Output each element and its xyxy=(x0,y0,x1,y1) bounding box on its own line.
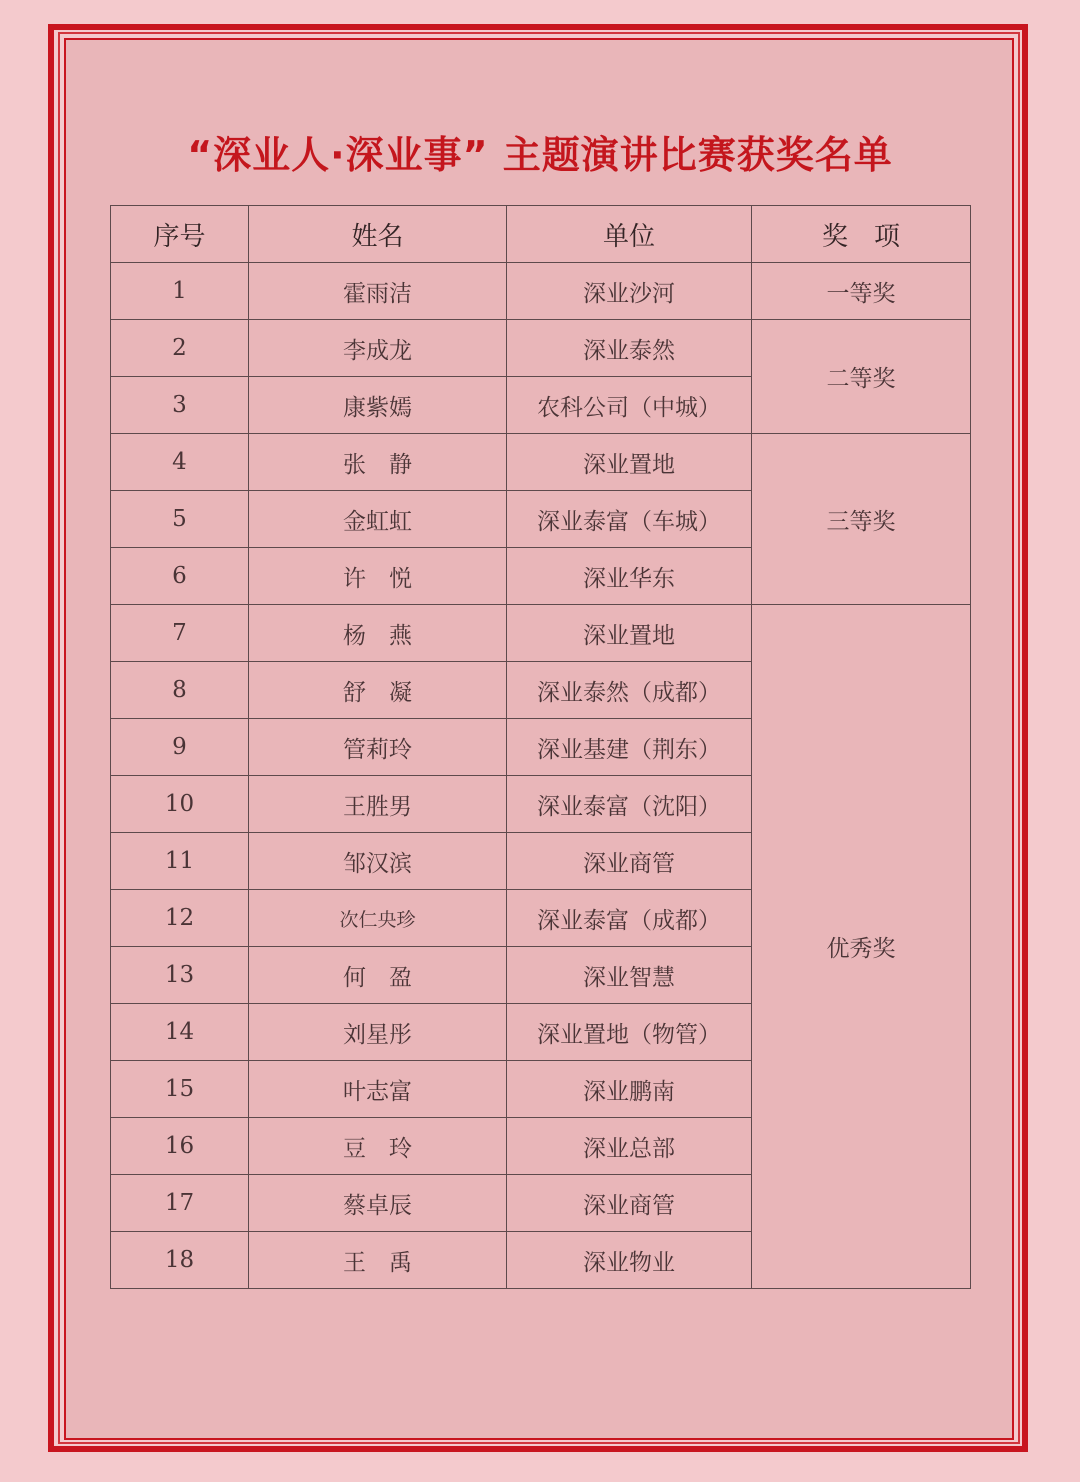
row-name: 李成龙 xyxy=(249,320,507,377)
row-name: 管莉玲 xyxy=(249,719,507,776)
row-unit: 深业泰富（成都） xyxy=(507,890,752,947)
award-table xyxy=(110,205,971,1289)
row-number: 18 xyxy=(111,1232,249,1289)
row-number: 8 xyxy=(111,662,249,719)
row-number: 12 xyxy=(111,890,249,947)
row-name: 霍雨洁 xyxy=(249,263,507,320)
row-name: 豆 玲 xyxy=(249,1118,507,1175)
table-header-row xyxy=(111,206,971,263)
row-number: 3 xyxy=(111,377,249,434)
row-number: 15 xyxy=(111,1061,249,1118)
row-unit: 深业物业 xyxy=(507,1232,752,1289)
row-unit: 深业华东 xyxy=(507,548,752,605)
award-second: 二等奖 xyxy=(752,320,971,434)
row-unit: 深业置地（物管） xyxy=(507,1004,752,1061)
row-unit: 深业置地 xyxy=(507,434,752,491)
table-row xyxy=(111,605,971,662)
row-number: 5 xyxy=(111,491,249,548)
header-name: 姓名 xyxy=(249,206,507,263)
header-unit: 单位 xyxy=(507,206,752,263)
row-name: 王 禹 xyxy=(249,1232,507,1289)
row-name: 邹汉滨 xyxy=(249,833,507,890)
header-award: 奖 项 xyxy=(752,206,971,263)
row-name: 康紫嫣 xyxy=(249,377,507,434)
row-name: 蔡卓辰 xyxy=(249,1175,507,1232)
award-excellence: 优秀奖 xyxy=(752,605,971,1289)
row-unit: 深业商管 xyxy=(507,833,752,890)
row-number: 10 xyxy=(111,776,249,833)
row-name: 杨 燕 xyxy=(249,605,507,662)
header-number: 序号 xyxy=(111,206,249,263)
row-unit: 深业基建（荆东） xyxy=(507,719,752,776)
row-name: 叶志富 xyxy=(249,1061,507,1118)
row-number: 13 xyxy=(111,947,249,1004)
row-unit: 深业泰富（沈阳） xyxy=(507,776,752,833)
row-unit: 深业泰然（成都） xyxy=(507,662,752,719)
page-title: “深业人·深业事” 主题演讲比赛获奖名单 xyxy=(187,133,893,177)
row-unit: 深业商管 xyxy=(507,1175,752,1232)
row-unit: 深业总部 xyxy=(507,1118,752,1175)
row-unit: 农科公司（中城） xyxy=(507,377,752,434)
table-row xyxy=(111,434,971,491)
row-number: 9 xyxy=(111,719,249,776)
row-number: 11 xyxy=(111,833,249,890)
row-name: 张 静 xyxy=(249,434,507,491)
row-unit: 深业沙河 xyxy=(507,263,752,320)
row-name: 舒 凝 xyxy=(249,662,507,719)
row-name: 王胜男 xyxy=(249,776,507,833)
row-number: 4 xyxy=(111,434,249,491)
table-row xyxy=(111,320,971,377)
row-name: 次仁央珍 xyxy=(249,890,507,947)
award-first: 一等奖 xyxy=(752,263,971,320)
row-number: 6 xyxy=(111,548,249,605)
row-name: 刘星彤 xyxy=(249,1004,507,1061)
row-number: 16 xyxy=(111,1118,249,1175)
row-unit: 深业置地 xyxy=(507,605,752,662)
row-number: 14 xyxy=(111,1004,249,1061)
row-number: 7 xyxy=(111,605,249,662)
row-number: 2 xyxy=(111,320,249,377)
row-name: 金虹虹 xyxy=(249,491,507,548)
row-unit: 深业泰然 xyxy=(507,320,752,377)
award-third: 三等奖 xyxy=(752,434,971,605)
row-number: 1 xyxy=(111,263,249,320)
table-row xyxy=(111,263,971,320)
row-unit: 深业泰富（车城） xyxy=(507,491,752,548)
row-name: 何 盈 xyxy=(249,947,507,1004)
row-name: 许 悦 xyxy=(249,548,507,605)
row-number: 17 xyxy=(111,1175,249,1232)
row-unit: 深业智慧 xyxy=(507,947,752,1004)
row-unit: 深业鹏南 xyxy=(507,1061,752,1118)
